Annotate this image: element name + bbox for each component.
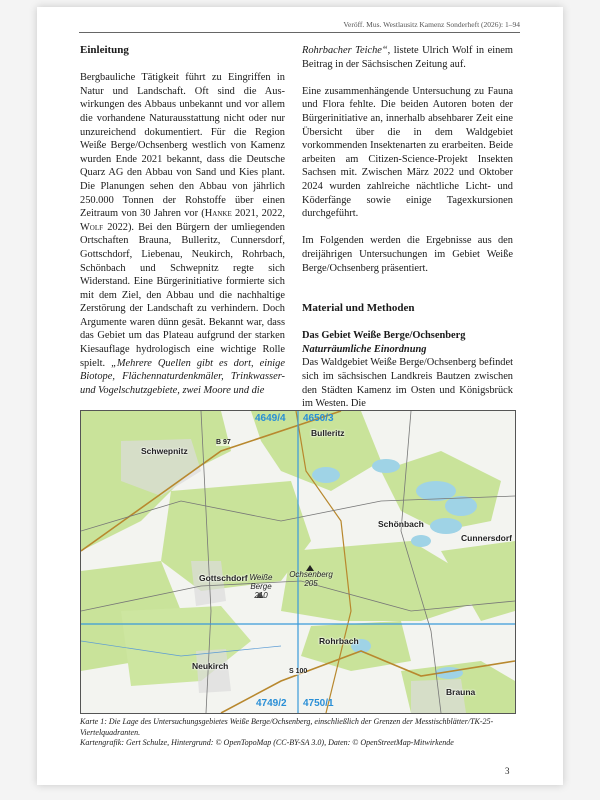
text-run: 2022). Bei den Bürgern der umliegenden Ortschaften Brauna, Bulleritz, Cunnersdorf, Gottschdorf, Liebenau, Neukirch, Rohrbach, Schönbach und Schwepnitz regte sich Widerstand. Eine Bürgerinitiative formierte sich mit dem Ziel, den Abbau und die nachhaltige Zerstörung der Landschaft zu verhindern. Doch Argumente waren dünn gesät. Bekannt war, dass das Gebiet um das Plateau aufgrund der starken Kiesauflage hydrologisch eine wichtige Rolle spielt.	[80, 221, 285, 369]
page-number: 3	[505, 766, 510, 776]
place-neukirch: Neukirch	[192, 661, 229, 671]
left-column	[80, 44, 285, 411]
grid-label-4650-3: 4650/3	[303, 413, 334, 424]
peak-elevation: 205	[304, 579, 318, 588]
peak-name: Weiße Berge	[249, 573, 273, 591]
topographic-map	[80, 410, 516, 714]
place-schwepnitz: Schwepnitz	[141, 446, 188, 456]
text-run: 2021, 2022,	[231, 208, 286, 220]
intro-paragraph	[80, 71, 285, 397]
place-bulleritz: Bulleritz	[311, 428, 345, 438]
citation-author: Wolf	[80, 221, 104, 233]
peak-name: Ochsenberg	[289, 570, 333, 579]
road-label-b97: B 97	[216, 439, 231, 446]
text-run: , listete Ulrich Wolf in einem Beitrag in der Sächsischen Zeitung auf.	[302, 45, 513, 70]
right-column	[302, 44, 513, 424]
place-brauna: Brauna	[446, 687, 476, 697]
section-heading-methods: Material und Methoden	[302, 302, 415, 315]
place-cunnersdorf: Cunnersdorf	[461, 533, 512, 543]
document-page	[37, 7, 563, 785]
paragraph-2: Eine zusammenhängende Untersuchung zu Fauna und Flora fehlte. Die beiden Autoren boten der Bürgerinitiative an, innerhalb absehbarer Zeit eine Übersicht über die in dem Waldgebiet vorkommenden Insektenarten zu erarbeiten. Beide arbeiten am Citizen-Science-Projekt Insekten Sachsen mit. Zwischen März 2022 und Oktober 2024 wurden zahlreiche nächtliche Licht- und Köderfänge sowie einige Tagexkursionen durchgeführt.	[302, 85, 513, 220]
road-label-s100: S 100	[289, 668, 308, 675]
quote-continuation-paragraph	[302, 44, 513, 71]
running-head: Veröff. Mus. Westlausitz Kamenz Sonderheft (2026): 1–94	[79, 20, 520, 33]
section-heading-einleitung: Einleitung	[80, 44, 129, 56]
paragraph-3: Im Folgenden werden die Ergebnisse aus den dreijährigen Untersuchungen im Gebiet Weiße Berge/Ochsenberg präsentiert.	[302, 235, 513, 274]
subheading-area: Das Gebiet Weiße Berge/Ochsenberg	[302, 330, 466, 342]
peak-weisse-berge	[239, 573, 283, 600]
place-schoenbach: Schönbach	[378, 519, 424, 529]
paragraph-4: Das Waldgebiet Weiße Berge/Ochsenberg befindet sich im sächsischen Landkreis Bautzen zwischen den Städten Kamenz im Osten und Königsbrück im Westen. Die	[302, 357, 513, 410]
map-caption	[80, 717, 514, 749]
peak-elevation: 210	[254, 591, 268, 600]
quote-end: Rohrbacher Teiche“	[302, 45, 388, 56]
caption-line-2: Kartengrafik: Gert Schulze, Hintergrund: © OpenTopoMap (CC-BY-SA 3.0), Daten: © OpenStreetMap-Mitwirkende	[80, 738, 454, 747]
quote: „Mehrere Quellen gibt es dort, einige Biotope, Flächennaturdenkmäler, Trinkwasser- und Vogelschutzgebiete, zwei Moore und die	[80, 357, 285, 396]
caption-line-1: Karte 1: Die Lage des Untersuchungsgebietes Weiße Berge/Ochsenberg, einschließlich der Grenzen der Messtischblätter/TK-25-Viertelquadranten.	[80, 717, 494, 737]
subsubheading: Naturräumliche Einordnung	[302, 343, 427, 355]
grid-label-4749-2: 4749/2	[256, 698, 287, 709]
grid-label-4750-1: 4750/1	[303, 698, 334, 709]
peak-ochsenberg	[288, 570, 334, 588]
place-rohrbach: Rohrbach	[319, 636, 359, 646]
place-gottschdorf: Gottschdorf	[199, 573, 248, 583]
grid-label-4649-4: 4649/4	[255, 413, 286, 424]
citation-author: Hanke	[204, 208, 232, 220]
text-run: Bergbauliche Tätigkeit führt zu Eingriffen in Natur und Landschaft. Oft sind die Auswirkungen des Abbaus unbekannt und vor allem die vorhandene Naturausstattung nicht oder nur unzureichend dokumentiert. Für die Region Weiße Berge/Ochsenberg westlich von Kamenz wurden Ende 2021 bekannt, dass die Deutsche Quarz AG den Abbau von Sand und Kies plant. Die Planungen sehen den Abbau von jährlich 250.000 Tonnen der Rohstoffe über einen Zeitraum von 30 Jahren vor (	[80, 72, 285, 220]
